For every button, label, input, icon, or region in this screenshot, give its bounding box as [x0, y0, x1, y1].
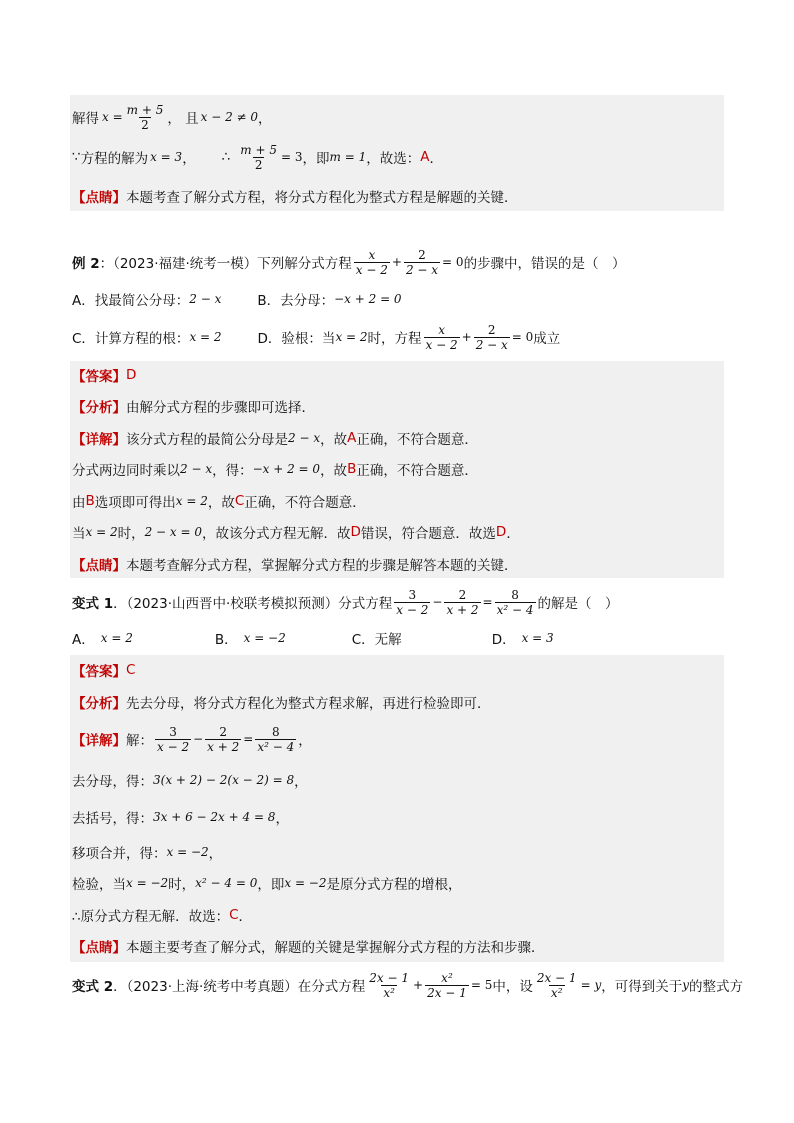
fraction: $\frac{m + 5}{2}$	[126, 102, 164, 132]
key-point-line: 【点睛】 本题考查了解分式方程，将分式方程化为整式方程是解题的关键．	[72, 186, 518, 206]
detail-line-2: 分式两边同时乘以 2 − x ，得： −x + 2 = 0 ，故 B 正确，不符合题意．	[72, 461, 478, 479]
variant-1-question: 变式 1 ．（2023·山西晋中·校联考模拟预测）分式方程 $\frac{3}{x - 2}$ − $\frac{2}{x + 2}$ = $\frac{8}{\text{x² − 4}}$ 的解是（ ）	[72, 587, 619, 617]
example-2-options-cd: C．计算方程的根： x = 2 D．验根：当 x = 2 时，方程 $\frac{x}{x - 2}$ + $\frac{2}{2 - x}$ = 0 成立	[72, 322, 561, 352]
example-2-question: 例 2 ：（2023·福建·统考一模）下列解分式方程 $\frac{x}{x - 2}$ + $\frac{2}{2 - x}$ = 0 的步骤中，错误的是（ ）	[72, 247, 626, 277]
key-point-line: 【点睛】 本题考查解分式方程，掌握解分式方程的步骤是解答本题的关键．	[72, 558, 518, 574]
solution-line-2: ∵ 方程的解为 x = 3 ， ∴ $\frac{m + 5}{2}$ = 3 ，即 m = 1 ，故选： A ．	[72, 142, 443, 172]
detail-line-1: 【详解】 该分式方程的最简公分母是 2 − x ，故 A 正确，不符合题意．	[72, 430, 478, 448]
analysis-line: 【分析】 由解分式方程的步骤即可选择．	[72, 400, 315, 416]
variant-1-options: A． x = 2 B． x = −2 C．无解 D． x = 3	[72, 628, 554, 648]
text: 解得	[72, 111, 99, 127]
because-symbol: ∵	[72, 149, 81, 165]
option-a: A．	[72, 632, 95, 648]
variant-label: 变式 2	[72, 979, 114, 995]
option-c: C．无解	[351, 632, 402, 648]
option-a: A．找最简公分母：	[72, 293, 190, 309]
detail-step-4: 检验，当 x = −2 时， x² − 4 = 0 ，即 x = −2 是原分式方程的增根，	[72, 876, 462, 893]
answer-letter: A	[420, 149, 430, 165]
example-2-options-ab: A．找最简公分母： 2 − x B．去分母： −x + 2 = 0	[72, 289, 402, 309]
variant-2-question: 变式 2 ．（2023·上海·统考中考真题）在分式方程 $\frac{2x - 1}{\text{x²}}$ + $\frac{\text{x²}}{2x - 1}$ = 5 中，设 $\frac{2x - 1}{\text{x²}}$ = y ，可得到关于 y 的整式方	[72, 970, 744, 1000]
analysis-line: 【分析】 先去分母，将分式方程化为整式方程求解，再进行检验即可．	[72, 696, 491, 712]
detail-step-5: ∴原分式方程无解．故选： C ．	[72, 907, 253, 925]
detail-step-2: 去括号，得： 3x + 6 − 2x + 4 = 8 ，	[72, 810, 289, 827]
detail-line-4: 当 x = 2 时， 2 − x = 0 ，故该分式方程无解．故 D 错误，符合题意．故选 D ．	[72, 524, 520, 542]
option-c: C．计算方程的根：	[72, 331, 190, 347]
variant-label: 变式 1	[72, 596, 114, 612]
answer-line: 【答案】 C	[72, 662, 136, 680]
detail-line-1: 【详解】 解： $\frac{3}{x - 2}$ − $\frac{2}{x + 2}$ = $\frac{8}{\text{x² − 4}}$ ，	[72, 724, 312, 754]
key-point-line: 【点睛】 本题主要考查了解分式，解题的关键是掌握解分式方程的方法和步骤．	[72, 940, 545, 956]
option-d: D．	[491, 632, 516, 648]
fraction: $\frac{m + 5}{2}$	[240, 142, 277, 172]
detail-step-3: 移项合并，得： x = −2 ，	[72, 845, 223, 862]
key-point-tag: 【点睛】	[72, 190, 126, 206]
option-b: B．去分母：	[257, 293, 335, 309]
detail-step-1: 去分母，得： 3(x + 2) − 2(x − 2) = 8 ，	[72, 773, 308, 790]
option-b: B．	[214, 632, 238, 648]
answer-line: 【答案】 D	[72, 367, 137, 385]
detail-line-3: 由 B 选项即可得出 x = 2 ，故 C 正确，不符合题意．	[72, 493, 366, 511]
solution-line-1: 解得 x = $\frac{m + 5}{2}$ ， 且 x − 2 ≠ 0 ，	[72, 102, 272, 132]
example-label: 例 2	[72, 256, 100, 272]
option-d: D．验根：当	[257, 331, 336, 347]
therefore-symbol: ∴	[221, 149, 231, 165]
